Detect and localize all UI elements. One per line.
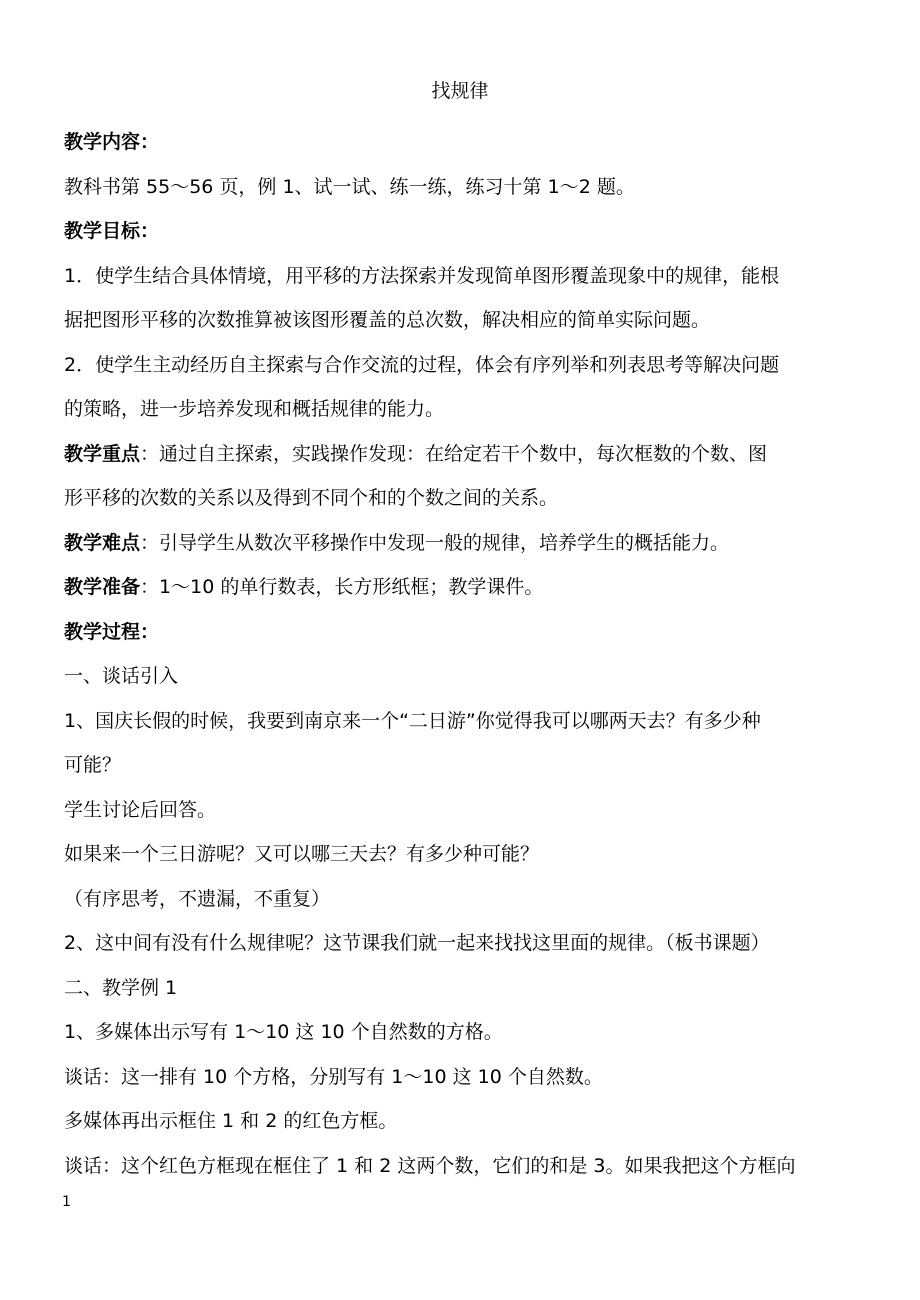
talk-1: 谈话：这一排有 10 个方格，分别写有 1～10 这 10 个自然数。 (64, 1065, 603, 1088)
goal-1-line-1: 1．使学生结合具体情境，用平移的方法探索并发现简单图形覆盖现象中的规律，能根 (64, 264, 780, 287)
document-body (64, 120, 864, 1188)
difficulty-label: 教学难点 (64, 531, 141, 554)
goal-2-line-1: 2．使学生主动经历自主探索与合作交流的过程，体会有序列举和列表思考等解决问题 (64, 353, 780, 376)
preparation-label: 教学准备 (64, 576, 141, 598)
thinking-note: （有序思考，不遗漏，不重复） (64, 887, 331, 910)
step-2: 多媒体再出示框住 1 和 2 的红色方框。 (64, 1110, 398, 1132)
student-discussion: 学生讨论后回答。 (64, 798, 217, 821)
key-point-text: ：通过自主探索，实践操作发现：在给定若干个数中，每次框数的个数、图 (140, 442, 768, 465)
goal-1-line-2: 据把图形平移的次数推算被该图形覆盖的总次数，解决相应的简单实际问题。 (64, 309, 711, 331)
preparation-paragraph (64, 565, 864, 610)
step-1: 1、多媒体出示写有 1～10 这 10 个自然数的方格。 (64, 1021, 503, 1043)
preparation-text: ：1～10 的单行数表，长方形纸框；教学课件。 (140, 576, 544, 598)
part-1-heading: 一、谈话引入 (64, 665, 179, 687)
question-2: 如果来一个三日游呢？又可以哪三天去？有多少种可能？ (64, 843, 540, 865)
talk-2: 谈话：这个红色方框现在框住了 1 和 2 这两个数，它们的和是 3。如果我把这个方框向 (64, 1154, 796, 1177)
process-heading: 教学过程： (64, 620, 160, 643)
key-point-line-1 (64, 432, 864, 477)
key-point-label: 教学重点 (64, 442, 141, 465)
teaching-content-heading: 教学内容： (64, 131, 160, 153)
teaching-goals-heading: 教学目标： (64, 220, 160, 242)
part-2-heading: 二、教学例 1 (64, 976, 178, 999)
key-point-line-2: 形平移的次数的关系以及得到不同个和的个数之间的关系。 (64, 487, 559, 509)
difficulty-text: ：引导学生从数次平移操作中发现一般的规律，培养学生的概括能力。 (140, 531, 730, 554)
question-1-line-1: 1、国庆长假的时候，我要到南京来一个“二日游”你觉得我可以哪两天去？有多少种 (64, 709, 761, 732)
difficulty-paragraph (64, 521, 864, 566)
goal-2-line-2: 的策略，进一步培养发现和概括规律的能力。 (64, 398, 445, 420)
page-number: 1 (62, 1194, 71, 1210)
question-1-line-2: 可能？ (64, 754, 122, 776)
teaching-content-text: 教科书第 55～56 页，例 1、试一试、练一练，练习十第 1～2 题。 (64, 175, 635, 198)
question-3: 2、这中间有没有什么规律呢？这节课我们就一起来找找这里面的规律。（板书课题） (64, 932, 770, 954)
document-title: 找规律 (431, 80, 489, 102)
